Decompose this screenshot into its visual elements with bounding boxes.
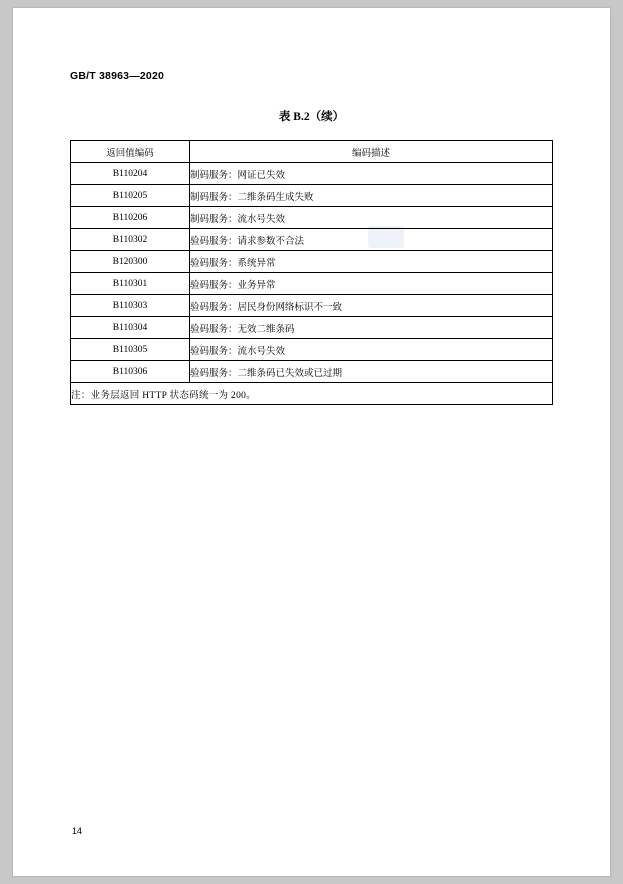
table-title: 表 B.2（续） [278,111,345,123]
cell-desc: 验码服务：二维条码已失效或已过期 [190,361,553,383]
table-row [71,361,553,383]
standard-header: GB/T 38963—2020 [70,70,165,82]
cell-desc: 验码服务：请求参数不合法 [190,229,553,251]
cell-desc: 验码服务：流水号失效 [190,339,553,361]
cell-code: B110304 [71,317,190,339]
table-row [71,273,553,295]
table-row [71,317,553,339]
table-row [71,229,553,251]
page-number: 14 [72,826,83,836]
cell-code: B120300 [71,251,190,273]
table-header [71,141,553,163]
cell-desc: 制码服务：流水号失效 [190,207,553,229]
table-row [71,185,553,207]
cell-code: B110205 [71,185,190,207]
table-note: 注：业务层返回 HTTP 状态码统一为 200。 [71,383,553,405]
cell-desc: 验码服务：无效二维条码 [190,317,553,339]
table-note-row [71,383,553,405]
cell-code: B110301 [71,273,190,295]
table-row [71,163,553,185]
cell-code: B110204 [71,163,190,185]
cell-desc: 验码服务：业务异常 [190,273,553,295]
table-row [71,251,553,273]
column-header-code: 返回值编码 [71,141,190,163]
table-header-row [71,141,553,163]
cell-desc: 验码服务：居民身份网络标识不一致 [190,295,553,317]
cell-desc: 验码服务：系统异常 [190,251,553,273]
table-body [71,163,553,405]
cell-code: B110306 [71,361,190,383]
cell-code: B110302 [71,229,190,251]
column-header-desc: 编码描述 [190,141,553,163]
cell-code: B110305 [71,339,190,361]
return-code-table [70,140,553,405]
cell-code: B110303 [71,295,190,317]
cell-desc: 制码服务：二维条码生成失败 [190,185,553,207]
table-row [71,207,553,229]
table-row [71,339,553,361]
table-row [71,295,553,317]
cell-desc: 制码服务：网证已失效 [190,163,553,185]
cell-code: B110206 [71,207,190,229]
document-page [13,8,610,876]
